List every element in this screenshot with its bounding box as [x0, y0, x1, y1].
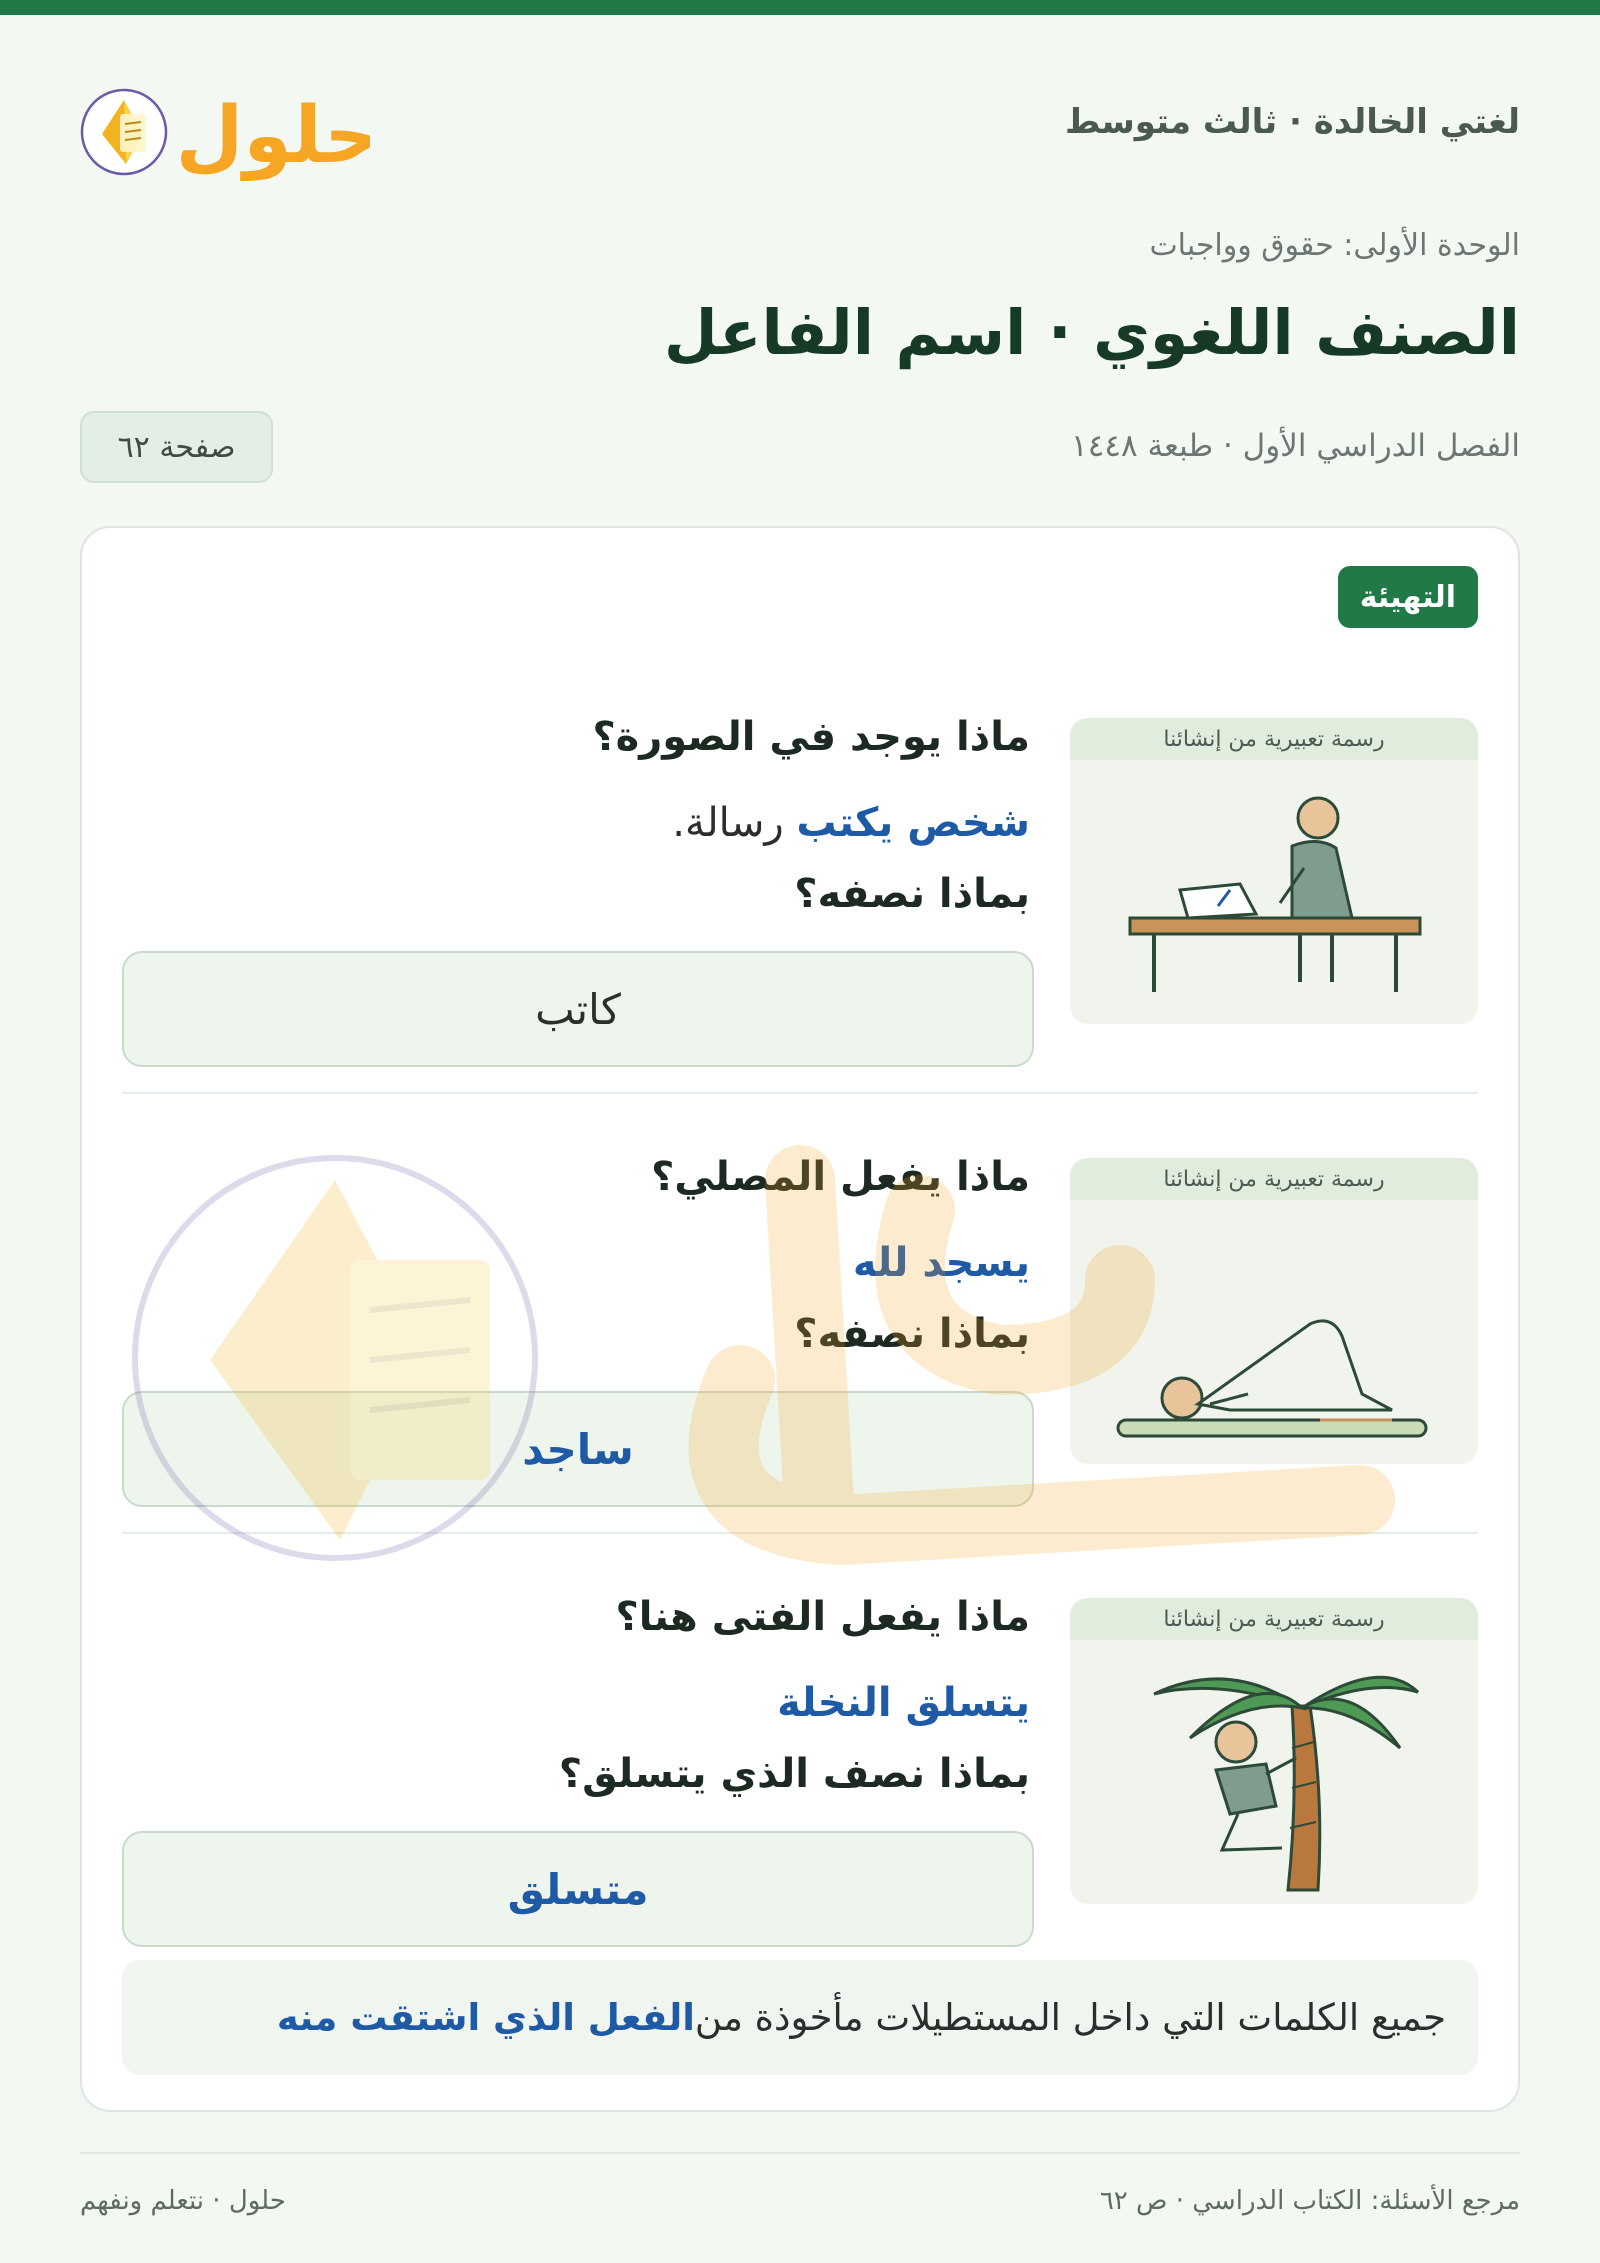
answer-box: ساجد [122, 1391, 1034, 1507]
question-text: ماذا يوجد في الصورة؟ [592, 714, 1030, 760]
answer-box: متسلق [122, 1831, 1034, 1947]
illustration-card [1070, 718, 1478, 1024]
question-text: ماذا يفعل الفتى هنا؟ [615, 1594, 1030, 1640]
answer-highlight: يتسلق النخلة [777, 1680, 1030, 1726]
question-block [122, 1118, 1478, 1558]
question-divider [122, 1092, 1478, 1094]
answer-rest: رسالة. [672, 800, 797, 846]
page-number-badge: صفحة ٦٢ [80, 411, 273, 483]
answer-box: كاتب [122, 951, 1034, 1067]
question-text: ماذا يفعل المصلي؟ [651, 1154, 1030, 1200]
question-block [122, 1558, 1478, 1998]
page-header [80, 62, 1520, 182]
illustration-card [1070, 1598, 1478, 1904]
writer-at-desk-icon [1070, 718, 1478, 1024]
logo-icon [80, 62, 370, 182]
footer-divider [80, 2152, 1520, 2154]
unit-label: الوحدة الأولى: حقوق وواجبات [1149, 228, 1520, 263]
boy-climbing-palm-icon [1070, 1598, 1478, 1904]
sub-question: بماذا نصفه؟ [794, 871, 1030, 917]
illustration-caption: رسمة تعبيرية من إنشائنا [1070, 1158, 1478, 1200]
book-title: لغتي الخالدة · ثالث متوسط [1064, 102, 1520, 142]
term-label: الفصل الدراسي الأول · طبعة ١٤٤٨ [1071, 428, 1520, 464]
answer-highlight: شخص يكتب [796, 800, 1030, 846]
person-prostrating-icon [1070, 1158, 1478, 1464]
logo-text: حلول [175, 91, 370, 181]
footer-slogan: حلول · نتعلم ونفهم [80, 2186, 286, 2216]
note-highlight: الفعل الذي اشتقت منه [276, 1996, 695, 2039]
hulul-logo[interactable] [80, 62, 370, 182]
summary-note [122, 1960, 1478, 2075]
illustration-caption: رسمة تعبيرية من إنشائنا [1070, 1598, 1478, 1640]
answer-highlight: يسجد لله [852, 1240, 1030, 1286]
question-divider [122, 1532, 1478, 1534]
answer-line [777, 1680, 1030, 1726]
lesson-title: الصنف اللغوي · اسم الفاعل [663, 296, 1520, 369]
question-block [122, 678, 1478, 1118]
exercise-card [80, 526, 1520, 2112]
answer-line [853, 1240, 1030, 1286]
footer-reference: مرجع الأسئلة: الكتاب الدراسي · ص ٦٢ [1099, 2186, 1520, 2216]
top-accent-bar [0, 0, 1600, 15]
sub-question: بماذا نصفه؟ [794, 1311, 1030, 1357]
illustration-caption: رسمة تعبيرية من إنشائنا [1070, 718, 1478, 760]
sub-question: بماذا نصف الذي يتسلق؟ [558, 1751, 1030, 1797]
answer-line [672, 800, 1030, 846]
illustration-card [1070, 1158, 1478, 1464]
note-text: جميع الكلمات التي داخل المستطيلات مأخوذة من [694, 1996, 1446, 2039]
section-badge: التهيئة [1338, 566, 1478, 628]
